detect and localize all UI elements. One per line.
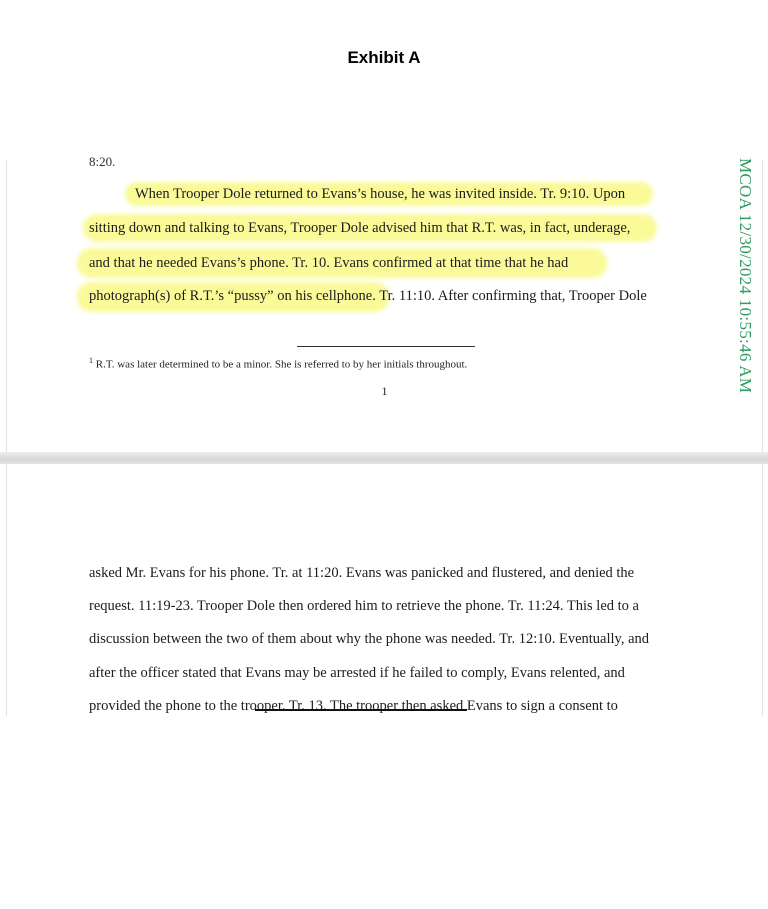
filing-stamp: MCOA 12/30/2024 10:55:46 AM — [736, 158, 755, 394]
exhibit-title: Exhibit A — [347, 48, 421, 67]
body-line-3: and that he needed Evans’s phone. Tr. 10. Evans confirmed at that time that he had — [89, 255, 569, 271]
document-page-1 — [6, 154, 763, 458]
body-line-4: photograph(s) of R.T.’s “pussy” on his cellphone. Tr. 11:10. After confirming that, Trooper Dole — [89, 288, 647, 304]
page-separator — [0, 452, 768, 464]
document-page-2 — [6, 464, 763, 716]
cut-off-line: 8:20. — [89, 154, 116, 169]
body-line-6: request. 11:19-23. Trooper Dole then ordered him to retrieve the phone. Tr. 11:24. This led to a — [89, 598, 639, 614]
footnote-separator — [297, 346, 475, 347]
body-line-1: When Trooper Dole returned to Evans’s house, he was invited inside. Tr. 9:10. Upon — [135, 186, 626, 202]
footnote — [89, 356, 467, 371]
body-line-5: asked Mr. Evans for his phone. Tr. at 11:20. Evans was panicked and flustered, and denied the — [89, 565, 635, 581]
footnote-text: R.T. was later determined to be a minor. She is referred to by her initials throughout. — [95, 358, 468, 371]
body-line-9: provided the phone to the trooper. Tr. 13. The trooper then asked Evans to sign a consent to — [89, 698, 618, 714]
pen-underline-mark — [255, 709, 467, 711]
body-line-2: sitting down and talking to Evans, Trooper Dole advised him that R.T. was, in fact, underage, — [89, 220, 631, 236]
page-number: 1 — [381, 384, 388, 398]
footnote-marker: 1 — [89, 356, 93, 365]
body-line-8: after the officer stated that Evans may be arrested if he failed to comply, Evans relented, and — [89, 665, 625, 681]
body-line-7: discussion between the two of them about why the phone was needed. Tr. 12:10. Eventually, and — [89, 631, 650, 647]
